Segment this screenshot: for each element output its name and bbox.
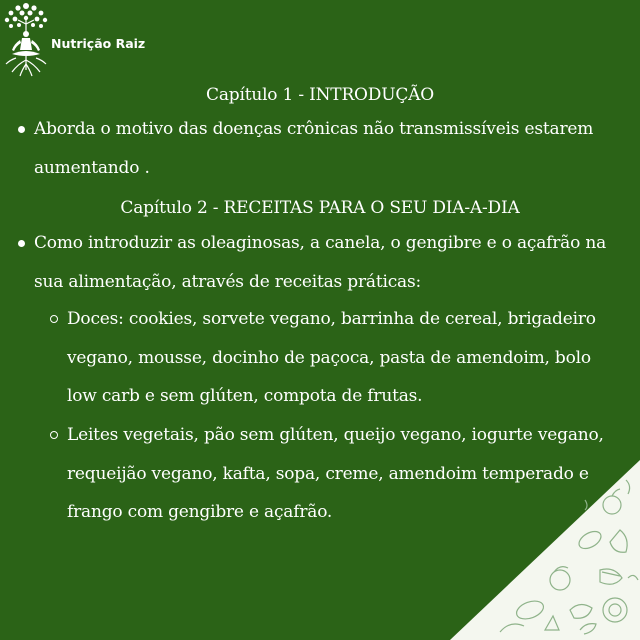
sub-item-doces-text: Doces: cookies, sorvete vegano, barrinha de cereal, brigadeiro vegano, mousse, docinho de paçoca, pasta de amendoim, bolo low carb e sem glúten, compota de frutas.: [67, 309, 596, 406]
bullet-dot-icon: [18, 126, 25, 133]
chapter-1-bullet: [18, 110, 618, 188]
sub-item-doces: [50, 300, 620, 416]
chapter-1-bullet-text: Aborda o motivo das doenças crônicas não transmissíveis estarem aumentando .: [34, 119, 594, 178]
brand-logo: [2, 0, 146, 78]
chapter-2-heading: Capítulo 2 - RECEITAS PARA O SEU DIA-A-DIA: [120, 198, 520, 218]
vegetable-sketch-icon: [450, 460, 640, 640]
bullet-dot-icon: [18, 240, 25, 247]
chapter-2-bullet: [18, 224, 618, 302]
chapter-1-heading: Capítulo 1 - INTRODUÇÃO: [206, 85, 434, 105]
brand-name: Nutrição Raiz: [51, 36, 146, 51]
sub-bullet-ring-icon: [50, 431, 58, 439]
chapter-2-bullet-text: Como introduzir as oleaginosas, a canela, o gengibre e o açafrão na sua alimentação, através de receitas práticas:: [34, 233, 607, 292]
sub-item-leites-text: Leites vegetais, pão sem glúten, queijo vegano, iogurte vegano, requeijão vegano, kafta, sopa, creme, amendoim temperado e frango com gengibre e açafrão.: [67, 425, 604, 522]
tree-person-icon: [2, 0, 52, 78]
sub-bullet-ring-icon: [50, 315, 58, 323]
